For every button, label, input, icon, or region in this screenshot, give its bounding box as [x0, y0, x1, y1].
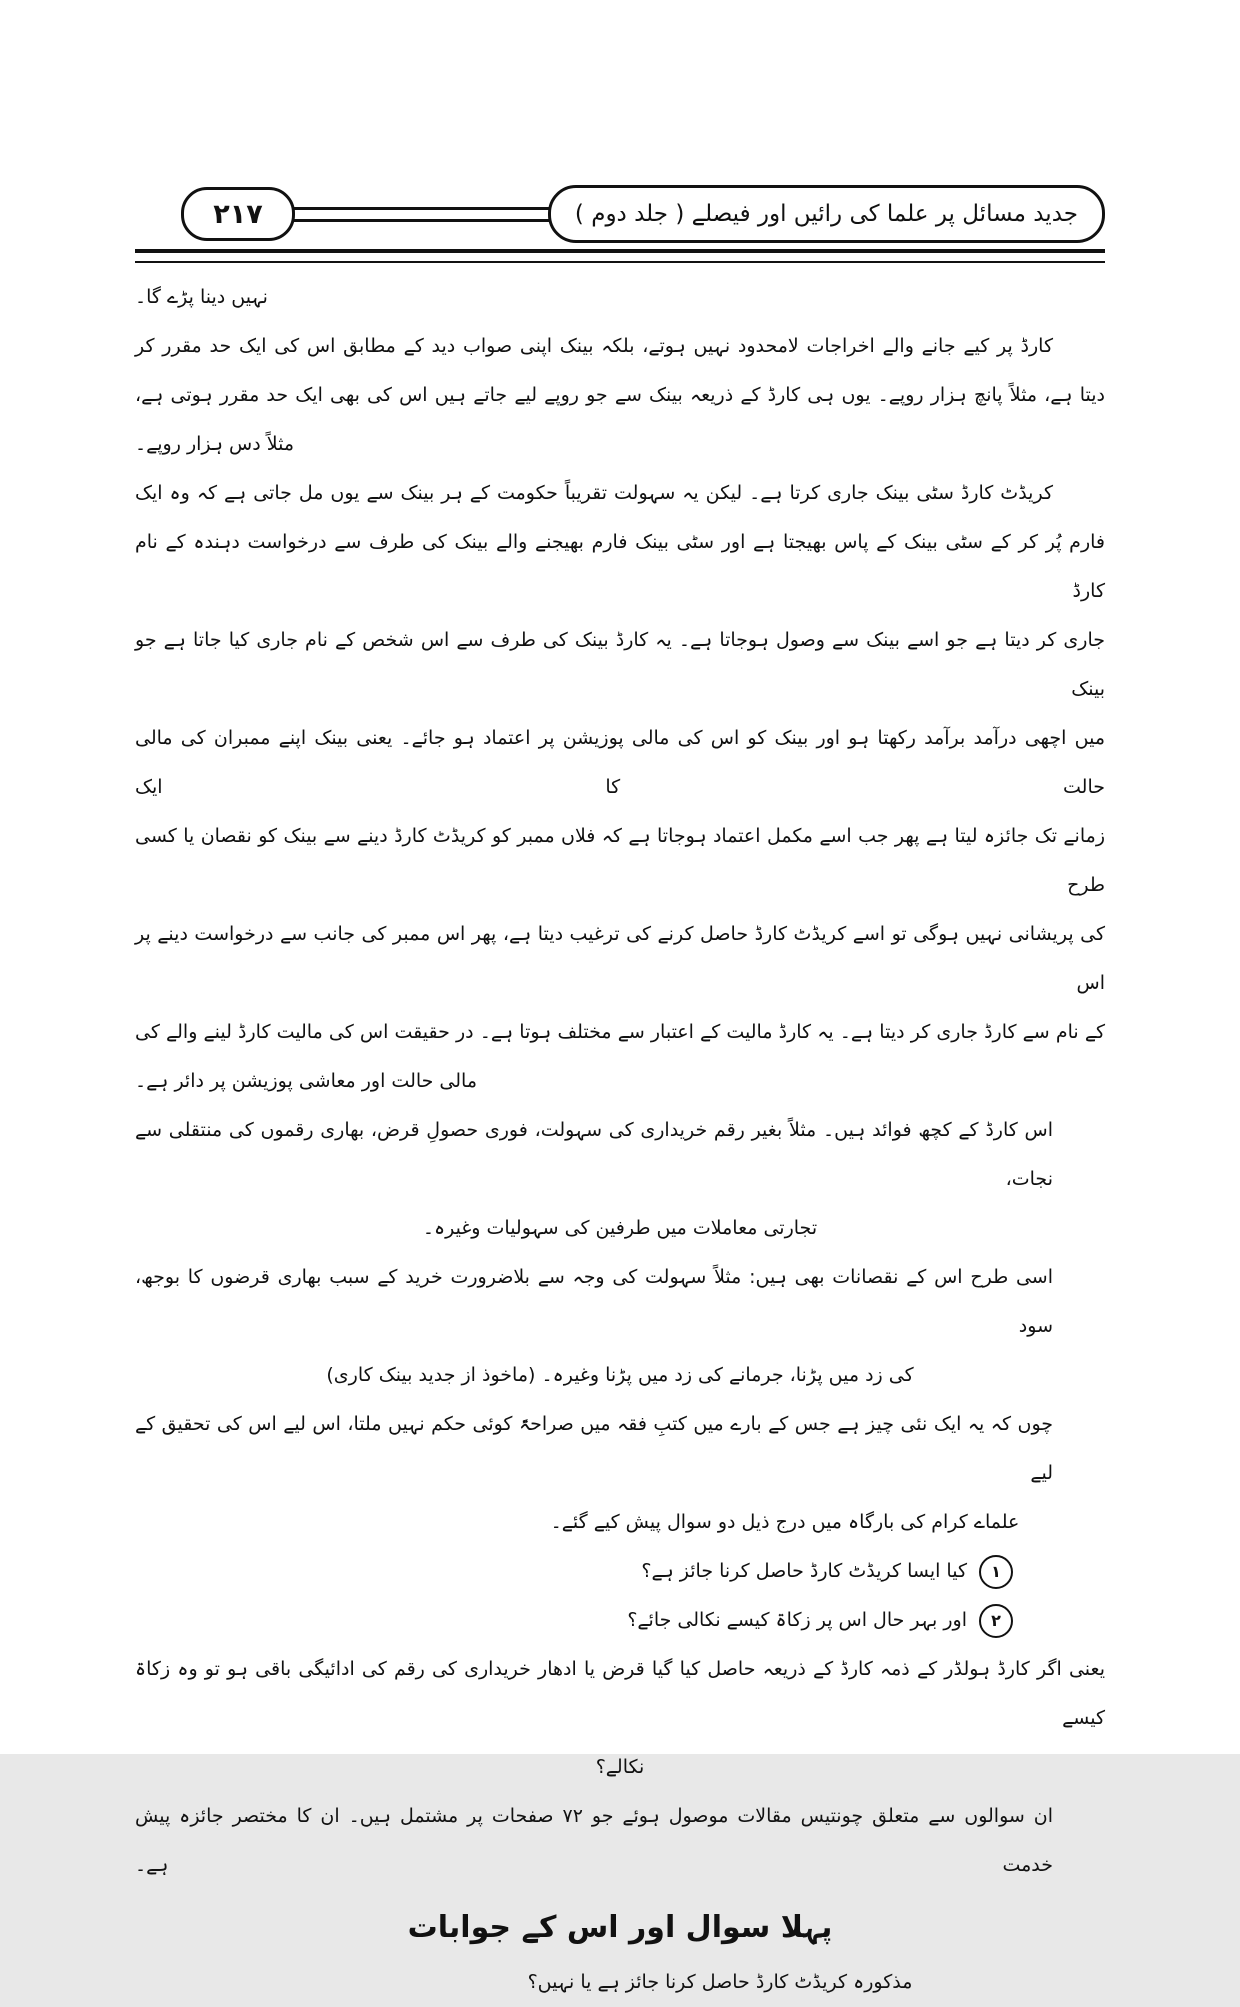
header-divider-rule	[135, 249, 1105, 263]
question-line	[135, 1547, 1105, 1596]
text-line: علماے کرام کی بارگاہ میں درج ذیل دو سوال پیش کیے گئے۔	[550, 1511, 1020, 1533]
text-line: میں اچھی درآمد برآمد رکھتا ہو اور بینک کو اس کی مالی پوزیشن پر اعتماد ہو جائے۔ یعنی بینک اپنے ممبران کی مالی حالت کا ایک	[135, 727, 1105, 798]
book-title-cartouche	[548, 185, 1105, 243]
text-line: کریڈٹ کارڈ سٹی بینک جاری کرتا ہے۔ لیکن یہ سہولت تقریباً حکومت کے ہر بینک سے یوں مل جاتی ہے کہ وہ ایک	[135, 482, 1053, 504]
text-line: زمانے تک جائزہ لیتا ہے پھر جب اسے مکمل اعتماد ہوجاتا ہے کہ فلاں ممبر کو کریڈٹ کارڈ دینے سے بینک کو نقصان یا کسی طرح	[135, 825, 1105, 896]
page-number-badge	[181, 187, 295, 241]
text-line: فارم پُر کر کے سٹی بینک کے پاس بھیجتا ہے اور سٹی بینک فارم بھیجنے والے بینک کی طرف سے درخواست دہندہ کے نام کارڈ	[135, 531, 1105, 602]
text-line: کی پریشانی نہیں ہوگی تو اسے کریڈٹ کارڈ حاصل کرنے کی ترغیب دیتا ہے، پھر اس ممبر کی جانب سے درخواست دینے پر اس	[135, 923, 1105, 994]
text-line: کی زد میں پڑنا، جرمانے کی زد میں پڑنا وغیرہ۔ (ماخوذ از جدید بینک کاری)	[326, 1364, 914, 1386]
page-header	[135, 186, 1105, 242]
page-number: ۲۱۷	[213, 198, 263, 230]
question-text: کیا ایسا کریڈٹ کارڈ حاصل کرنا جائز ہے؟	[641, 1560, 967, 1582]
text-line: دیتا ہے، مثلاً پانچ ہزار روپے۔ یوں ہی کارڈ کے ذریعہ بینک سے جو روپے لیے جاتے ہیں اس کی بھی ایک حد مقرر ہوتی ہے،	[135, 384, 1105, 406]
question-number-circle: ۱	[979, 1555, 1013, 1589]
text-line: اسی طرح اس کے نقصانات بھی ہیں: مثلاً سہولت کی وجہ سے بلاضرورت خرید کے سبب بھاری قرضوں کا بوجھ، سود	[135, 1266, 1053, 1337]
question-text: اور بہر حال اس پر زکاۃ کیسے نکالی جائے؟	[627, 1609, 967, 1631]
text-line: مذکورہ کریڈٹ کارڈ حاصل کرنا جائز ہے یا نہیں؟	[527, 1971, 913, 1993]
page-body	[135, 273, 1105, 2007]
question-number-circle: ۲	[979, 1604, 1013, 1638]
text-line: نکالے؟	[595, 1756, 645, 1778]
text-line: کے نام سے کارڈ جاری کر دیتا ہے۔ یہ کارڈ مالیت کے اعتبار سے مختلف ہوتا ہے۔ در حقیقت اس کی مالیت کارڈ لینے والے کی	[135, 1021, 1105, 1043]
text-line: نہیں دینا پڑے گا۔	[135, 286, 268, 308]
text-line: تجارتی معاملات میں طرفین کی سہولیات وغیرہ۔	[422, 1217, 818, 1239]
text-line: مالی حالت اور معاشی پوزیشن پر دائر ہے۔	[135, 1070, 478, 1092]
question-line	[135, 1596, 1105, 1645]
text-line: مثلاً دس ہزار روپے۔	[135, 433, 294, 455]
text-line: کارڈ پر کیے جانے والے اخراجات لامحدود نہیں ہوتے، بلکہ بینک اپنی صواب دید کے مطابق اس کی ایک حد مقرر کر	[135, 335, 1053, 357]
text-line: جاری کر دیتا ہے جو اسے بینک سے وصول ہوجاتا ہے۔ یہ کارڈ بینک کی طرف سے اس شخص کے نام جاری کیا جاتا ہے جو بینک	[135, 629, 1105, 700]
text-line: ان سوالوں سے متعلق چونتیس مقالات موصول ہوئے جو ۷۲ صفحات پر مشتمل ہیں۔ ان کا مختصر جائزہ پیش خدمت ہے۔	[135, 1805, 1053, 1876]
text-line: یعنی اگر کارڈ ہولڈر کے ذمہ کارڈ کے ذریعہ حاصل کیا گیا قرض یا ادھار خریداری کی رقم کی ادائیگی باقی ہو تو وہ زکاۃ کیسے	[135, 1658, 1105, 1729]
header-connector-rule	[292, 207, 551, 222]
book-title: جدید مسائل پر علما کی رائیں اور فیصلے ( جلد دوم )	[574, 201, 1078, 227]
section-heading: پہلا سوال اور اس کے جوابات	[407, 1910, 833, 1945]
text-line: چوں کہ یہ ایک نئی چیز ہے جس کے بارے میں کتبِ فقہ میں صراحۃً کوئی حکم نہیں ملتا، اس لیے اس کی تحقیق کے لیے	[135, 1413, 1053, 1484]
text-line: اس کارڈ کے کچھ فوائد ہیں۔ مثلاً بغیر رقم خریداری کی سہولت، فوری حصولِ قرض، بھاری رقموں کی منتقلی سے نجات،	[135, 1119, 1053, 1190]
